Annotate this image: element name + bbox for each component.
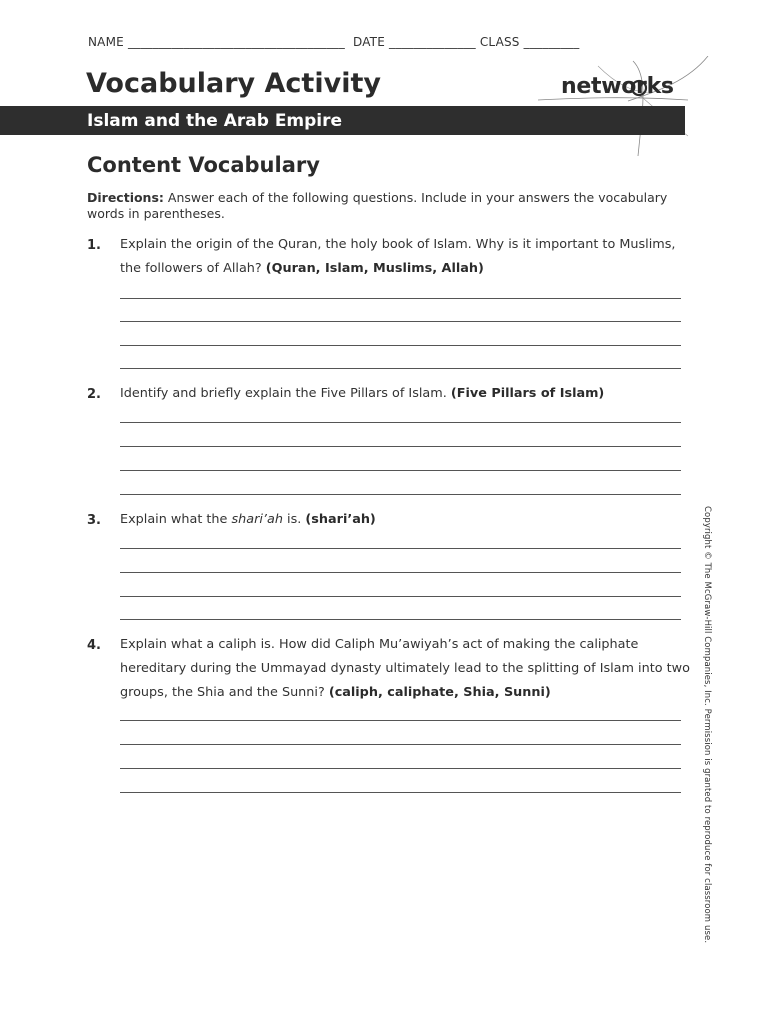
name-label: NAME [88, 35, 124, 49]
directions [87, 190, 687, 222]
banner-text: Islam and the Arab Empire [87, 111, 343, 131]
question-4-number: 4. [87, 638, 101, 653]
question-2-vocab: (Five Pillars of Islam) [450, 386, 605, 401]
answer-line[interactable] [120, 596, 681, 597]
directions-text: Answer each of the following questions. Include in your answers the vocabulary words in parentheses. [87, 190, 668, 221]
question-4-prompt: Explain what a caliph is. How did Caliph Mu’awiyah’s act of making the caliphate hereditary during the Ummayad dynasty ultimately lead to the splitting of Islam into two groups, the Shia and the Sunni? [120, 637, 690, 700]
answer-line[interactable] [120, 321, 681, 322]
question-2-text [120, 382, 690, 406]
answer-line[interactable] [120, 792, 681, 793]
name-blank[interactable]: ___________________________________ [127, 35, 345, 49]
question-3-term: shari’ah [231, 512, 283, 527]
answer-line[interactable] [120, 446, 681, 447]
answer-line[interactable] [120, 345, 681, 346]
date-label: DATE [352, 35, 385, 49]
question-2-prompt: Identify and briefly explain the Five Pillars of Islam. [120, 386, 447, 401]
class-label: CLASS [479, 35, 520, 49]
answer-line[interactable] [120, 470, 681, 471]
answer-line[interactable] [120, 744, 681, 745]
question-1-number: 1. [87, 238, 101, 253]
question-3-prompt-end: is. [287, 512, 302, 527]
answer-line[interactable] [120, 768, 681, 769]
answer-line[interactable] [120, 494, 681, 495]
question-3-vocab: (shari’ah) [305, 512, 376, 527]
question-4-vocab: (caliph, caliphate, Shia, Sunni) [328, 685, 551, 700]
copyright-notice: Copyright © The McGraw-Hill Companies, Inc. Permission is granted to reproduce for classroom use. [702, 506, 712, 944]
question-4-text [120, 633, 690, 705]
question-1-prompt: Explain the origin of the Quran, the holy book of Islam. Why is it important to Muslims, the followers of Allah? [120, 237, 676, 276]
class-blank[interactable]: _________ [523, 35, 580, 49]
subtitle-banner [0, 106, 685, 135]
answer-line[interactable] [120, 368, 681, 369]
page-title: Vocabulary Activity [86, 68, 381, 99]
answer-line[interactable] [120, 720, 681, 721]
answer-line[interactable] [120, 422, 681, 423]
question-1-vocab: (Quran, Islam, Muslims, Allah) [265, 261, 484, 276]
question-1-text [120, 233, 690, 281]
question-3-text [120, 508, 690, 532]
answer-line[interactable] [120, 548, 681, 549]
answer-line[interactable] [120, 298, 681, 299]
question-3-number: 3. [87, 513, 101, 528]
directions-label: Directions: [87, 190, 164, 205]
logo-text: networks [561, 74, 674, 99]
answer-line[interactable] [120, 572, 681, 573]
answer-line[interactable] [120, 619, 681, 620]
header-fields [88, 35, 579, 49]
question-3-prompt-start: Explain what the [120, 512, 228, 527]
section-title: Content Vocabulary [87, 153, 320, 177]
question-2-number: 2. [87, 387, 101, 402]
date-blank[interactable]: ______________ [389, 35, 476, 49]
